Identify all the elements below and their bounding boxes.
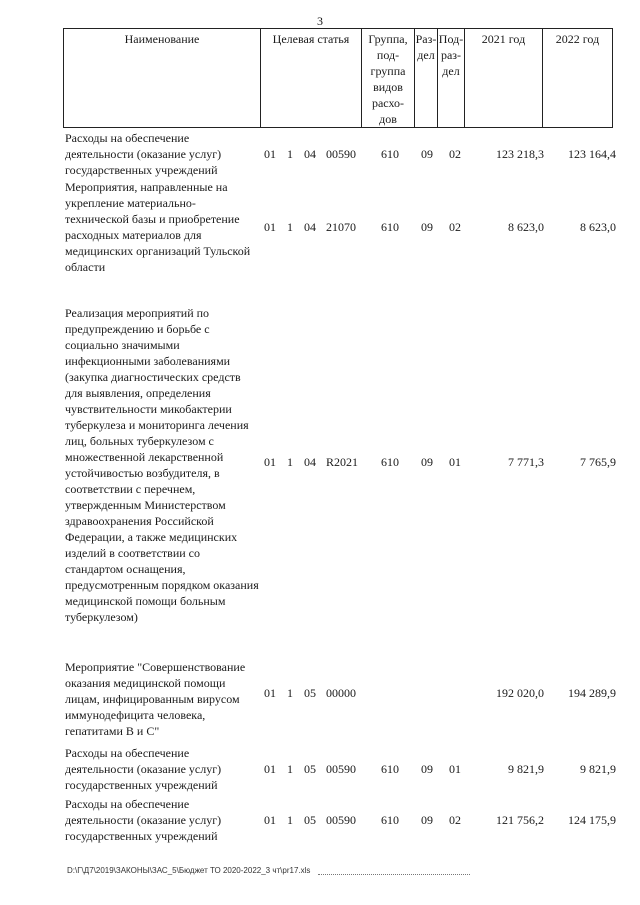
code-program: 01 <box>264 147 276 161</box>
code-event: 05 <box>304 813 316 827</box>
amount-2021: 9 821,9 <box>508 762 544 776</box>
code-direction: 21070 <box>326 220 356 234</box>
expense-group: 610 <box>381 220 399 234</box>
code-program: 01 <box>264 686 276 700</box>
section: 09 <box>421 762 433 776</box>
section: 09 <box>421 220 433 234</box>
page-number: 3 <box>317 14 323 28</box>
code-subprogram: 1 <box>287 813 293 827</box>
subsection: 02 <box>449 220 461 234</box>
code-event: 04 <box>304 455 316 469</box>
amount-2022: 123 164,4 <box>568 147 616 161</box>
code-subprogram: 1 <box>287 147 293 161</box>
footer-divider <box>318 874 470 875</box>
code-program: 01 <box>264 762 276 776</box>
code-event: 04 <box>304 220 316 234</box>
expense-group: 610 <box>381 147 399 161</box>
row-name: Мероприятия, направленные на укрепление материально- технической базы и приобретение расходных материалов для медицинских организаций Тульской области <box>65 180 251 274</box>
code-subprogram: 1 <box>287 762 293 776</box>
amount-2021: 7 771,3 <box>508 455 544 469</box>
amount-2021: 8 623,0 <box>508 220 544 234</box>
amount-2022: 8 623,0 <box>580 220 616 234</box>
code-event: 05 <box>304 686 316 700</box>
code-direction: 00590 <box>326 147 356 161</box>
header-name: Наименование <box>64 29 261 128</box>
code-program: 01 <box>264 455 276 469</box>
row-name: Реализация мероприятий по предупреждению и борьбе с социально значимыми инфекционными заболеваниями (закупка диагностических средств для выявления, определения чувствительности микобактерии туберкулеза и мониторинга лечения лиц, больных туберкулезом с множественной лекарственной устойчивостью возбудителя, в соответствии с перечнем, утвержденным Министерством здравоохранения Российской Федерации, а также медицинских изделий в соответствии со стандартом оснащения, предусмотренным порядком оказания медицинской помощи больным туберкулезом) <box>65 306 259 624</box>
header-subsection: Под- раз- дел <box>438 29 465 128</box>
amount-2022: 7 765,9 <box>580 455 616 469</box>
expense-group: 610 <box>381 762 399 776</box>
expense-group: 610 <box>381 455 399 469</box>
code-direction: 00590 <box>326 813 356 827</box>
code-direction: 00590 <box>326 762 356 776</box>
row-name: Расходы на обеспечение деятельности (оказание услуг) государственных учреждений <box>65 746 222 792</box>
section: 09 <box>421 147 433 161</box>
code-direction: R2021 <box>326 455 359 469</box>
code-direction: 00000 <box>326 686 356 700</box>
row-name: Расходы на обеспечение деятельности (оказание услуг) государственных учреждений <box>65 131 222 177</box>
subsection: 02 <box>449 147 461 161</box>
header-expense-group: Группа, под- группа видов расхо- дов <box>362 29 415 128</box>
code-program: 01 <box>264 813 276 827</box>
header-section: Раз- дел <box>415 29 438 128</box>
code-subprogram: 1 <box>287 220 293 234</box>
section: 09 <box>421 455 433 469</box>
amount-2021: 123 218,3 <box>496 147 544 161</box>
subsection: 02 <box>449 813 461 827</box>
row-name: Мероприятие "Совершенствование оказания медицинской помощи лицам, инфицированным вирусом иммунодефицита человека, гепатитами В и С" <box>65 660 246 738</box>
amount-2022: 124 175,9 <box>568 813 616 827</box>
subsection: 01 <box>449 455 461 469</box>
table-header <box>63 28 613 128</box>
code-subprogram: 1 <box>287 686 293 700</box>
expense-group: 610 <box>381 813 399 827</box>
header-target-article: Целевая статья <box>261 29 362 128</box>
subsection: 01 <box>449 762 461 776</box>
code-program: 01 <box>264 220 276 234</box>
code-event: 04 <box>304 147 316 161</box>
amount-2021: 121 756,2 <box>496 813 544 827</box>
header-year-2022: 2022 год <box>543 29 613 128</box>
amount-2021: 192 020,0 <box>496 686 544 700</box>
code-subprogram: 1 <box>287 455 293 469</box>
section: 09 <box>421 813 433 827</box>
row-name: Расходы на обеспечение деятельности (оказание услуг) государственных учреждений <box>65 797 222 843</box>
code-event: 05 <box>304 762 316 776</box>
amount-2022: 194 289,9 <box>568 686 616 700</box>
footer-file-path: D:\Г\Д7\2019\ЗАКОНЫ\ЗАС_5\Бюджет ТО 2020-2022_3 чт\pr17.xls <box>67 866 311 875</box>
header-year-2021: 2021 год <box>465 29 543 128</box>
amount-2022: 9 821,9 <box>580 762 616 776</box>
